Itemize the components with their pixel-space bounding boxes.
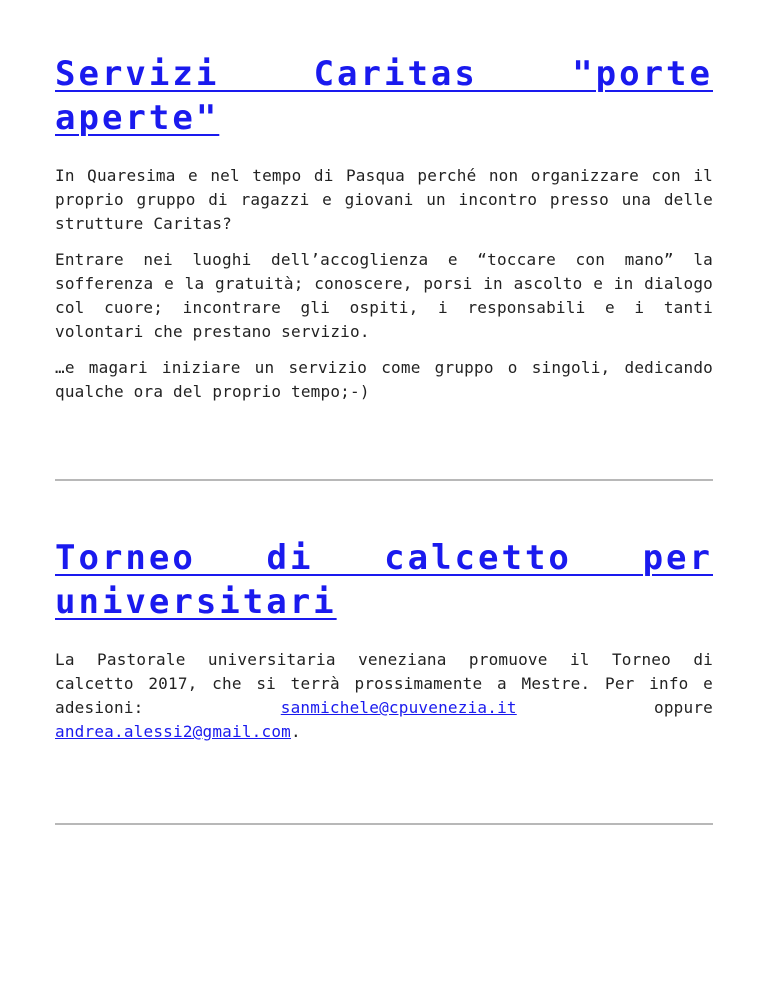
- post-divider: [55, 479, 713, 481]
- post-title: [55, 52, 713, 140]
- post-paragraph: Entrare nei luoghi dell’accoglienza e “toccare con mano” la sofferenza e la gratuità; conoscere, porsi in ascolto e in dialogo col cuore; incontrare gli ospiti, i responsabili e i tanti volontari che prestano servizio.: [55, 250, 713, 341]
- post-paragraph: In Quaresima e nel tempo di Pasqua perché non organizzare con il proprio gruppo di ragazzi e giovani un incontro presso una delle strutture Caritas?: [55, 166, 713, 233]
- email-link-alessi[interactable]: andrea.alessi2@gmail.com: [55, 722, 291, 741]
- post-divider: [55, 823, 713, 825]
- connector-text: oppure: [516, 698, 713, 717]
- post-paragraph: …e magari iniziare un servizio come gruppo o singoli, dedicando qualche ora del proprio tempo;-): [55, 358, 713, 401]
- post-paragraph-text: La Pastorale universitaria veneziana promuove il Torneo di calcetto 2017, che si terrà prossimamente a Mestre. Per info e adesioni:: [55, 650, 713, 717]
- post-body: [55, 648, 713, 744]
- period-text: .: [291, 722, 301, 741]
- post-calcetto: [55, 536, 713, 756]
- email-link-sanmichele[interactable]: sanmichele@cpuvenezia.it: [280, 698, 517, 717]
- post-title-link[interactable]: Torneo di calcetto per universitari: [55, 538, 713, 622]
- post-title: [55, 536, 713, 624]
- post-body: [55, 164, 713, 404]
- post-caritas: [55, 52, 713, 416]
- post-paragraph: [55, 648, 713, 744]
- post-title-link[interactable]: Servizi Caritas "porte aperte": [55, 54, 713, 138]
